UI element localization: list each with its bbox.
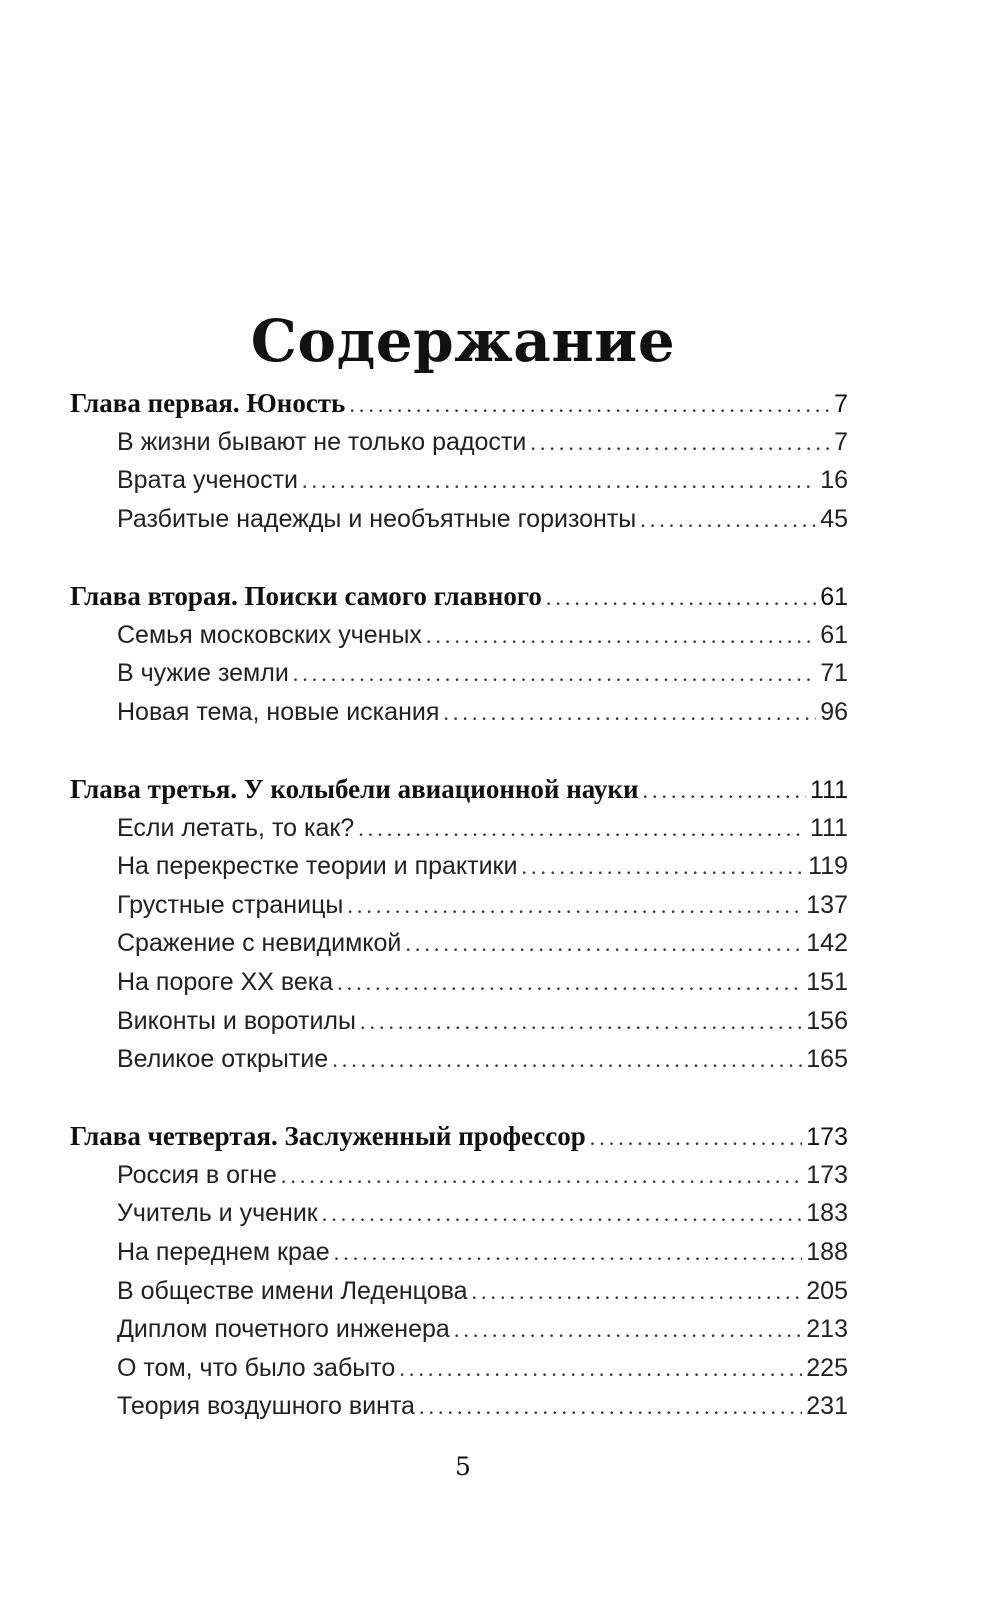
toc-section-page: 61 [820, 620, 848, 649]
toc-chapter[interactable] [70, 770, 848, 809]
toc-section-title: Разбитые надежды и необъятные горизонты [117, 504, 637, 533]
toc-section[interactable] [70, 1310, 848, 1349]
toc-section-title: Новая тема, новые искания [117, 697, 440, 726]
toc-section[interactable] [70, 1272, 848, 1311]
toc-section[interactable] [70, 693, 848, 732]
toc-section[interactable] [70, 461, 848, 500]
toc-chapter-page: 111 [809, 775, 848, 804]
toc-section-page: 183 [806, 1199, 848, 1228]
toc-chapter-page: 61 [820, 582, 848, 611]
toc-chapter-title: Глава третья. У колыбели авиационной науки [70, 773, 639, 804]
toc-section[interactable] [70, 500, 848, 539]
toc-section-title: Сражение с невидимкой [117, 929, 402, 958]
toc-section-page: 137 [806, 890, 848, 919]
dot-leader [399, 1350, 802, 1389]
page-number: 5 [455, 1452, 471, 1481]
toc-section-page: 213 [806, 1315, 848, 1344]
toc-section-title: Диплом почетного инженера [117, 1315, 450, 1344]
dot-leader [349, 386, 830, 425]
dot-leader [640, 501, 816, 540]
toc-section-page: 205 [806, 1276, 848, 1305]
toc-section[interactable] [70, 1349, 848, 1388]
toc-section-page: 173 [806, 1160, 848, 1189]
toc-section[interactable] [70, 963, 848, 1002]
dot-leader [546, 579, 816, 618]
dot-leader [443, 694, 816, 733]
toc-section-title: На пороге XX века [117, 967, 334, 996]
toc-section-page: 156 [806, 1006, 848, 1035]
toc-section-title: Виконты и воротилы [117, 1006, 356, 1035]
toc-section-page: 71 [820, 659, 848, 688]
toc-section-title: Россия в огне [117, 1160, 277, 1189]
dot-leader [454, 1311, 802, 1350]
toc-section-page: 7 [834, 427, 848, 456]
toc-section-page: 96 [820, 697, 848, 726]
toc-section-title: О том, что было забыто [117, 1353, 396, 1382]
toc-section[interactable] [70, 1233, 848, 1272]
dot-leader [643, 772, 806, 811]
dot-leader [419, 1388, 802, 1427]
dot-leader [360, 1003, 802, 1042]
dot-leader [332, 1041, 802, 1080]
dot-leader [281, 1157, 802, 1196]
dot-leader [337, 964, 802, 1003]
dot-leader [347, 887, 802, 926]
toc-section-title: В чужие земли [117, 659, 289, 688]
page-title: Содержание [250, 306, 676, 375]
toc-section[interactable] [70, 1040, 848, 1079]
dot-leader [530, 424, 830, 463]
toc-section-page: 142 [806, 929, 848, 958]
toc-section-title: В обществе имени Леденцова [117, 1276, 468, 1305]
toc-section[interactable] [70, 616, 848, 655]
toc-section-page: 151 [806, 967, 848, 996]
dot-leader [590, 1119, 802, 1158]
dot-leader [358, 810, 806, 849]
toc-chapter[interactable] [70, 1117, 848, 1156]
toc-chapter-title: Глава вторая. Поиски самого главного [70, 580, 542, 611]
toc-chapter[interactable] [70, 577, 848, 616]
toc-section-title: Если летать, то как? [117, 813, 355, 842]
toc-section-page: 188 [806, 1238, 848, 1267]
toc-section[interactable] [70, 1002, 848, 1041]
toc-section-page: 119 [808, 852, 848, 881]
dot-leader [334, 1234, 803, 1273]
dot-leader [293, 655, 816, 694]
dot-leader [426, 617, 816, 656]
toc-section[interactable] [70, 654, 848, 693]
toc-section-page: 165 [806, 1045, 848, 1074]
dot-leader [472, 1273, 803, 1312]
toc-chapter-page: 7 [834, 390, 848, 418]
toc-chapter-title: Глава четвертая. Заслуженный профессор [70, 1121, 586, 1152]
toc-section[interactable] [70, 1387, 848, 1426]
dot-leader [302, 462, 816, 501]
toc-section-title: На перекрестке теории и практики [117, 852, 518, 881]
dot-leader [521, 848, 804, 887]
toc-section-page: 111 [809, 813, 848, 842]
toc-section-title: Теория воздушного винта [117, 1392, 415, 1421]
toc-section-title: Врата учености [117, 466, 299, 495]
toc-section-title: Учитель и ученик [117, 1199, 318, 1228]
toc-section-page: 231 [806, 1392, 848, 1421]
dot-leader [405, 925, 802, 964]
toc-section-page: 16 [820, 466, 848, 495]
toc-section-title: Великое открытие [117, 1045, 329, 1074]
toc-section[interactable] [70, 809, 848, 848]
toc-chapter-title: Глава первая. Юность [70, 388, 346, 418]
toc-section[interactable] [70, 886, 848, 925]
toc-section[interactable] [70, 423, 848, 462]
toc-section-title: Семья московских ученых [117, 620, 422, 649]
toc-chapter-page: 173 [806, 1123, 848, 1152]
toc-section[interactable] [70, 1156, 848, 1195]
toc-section-page: 45 [820, 504, 848, 533]
toc-section[interactable] [70, 847, 848, 886]
toc-section-title: Грустные страницы [117, 890, 344, 919]
toc-section-page: 225 [806, 1353, 848, 1382]
table-of-contents [70, 384, 848, 1426]
dot-leader [322, 1195, 803, 1234]
toc-section-title: На переднем крае [117, 1238, 330, 1267]
toc-chapter[interactable] [70, 384, 848, 423]
toc-section-title: В жизни бывают не только радости [117, 427, 527, 456]
toc-section[interactable] [70, 924, 848, 963]
toc-section[interactable] [70, 1194, 848, 1233]
